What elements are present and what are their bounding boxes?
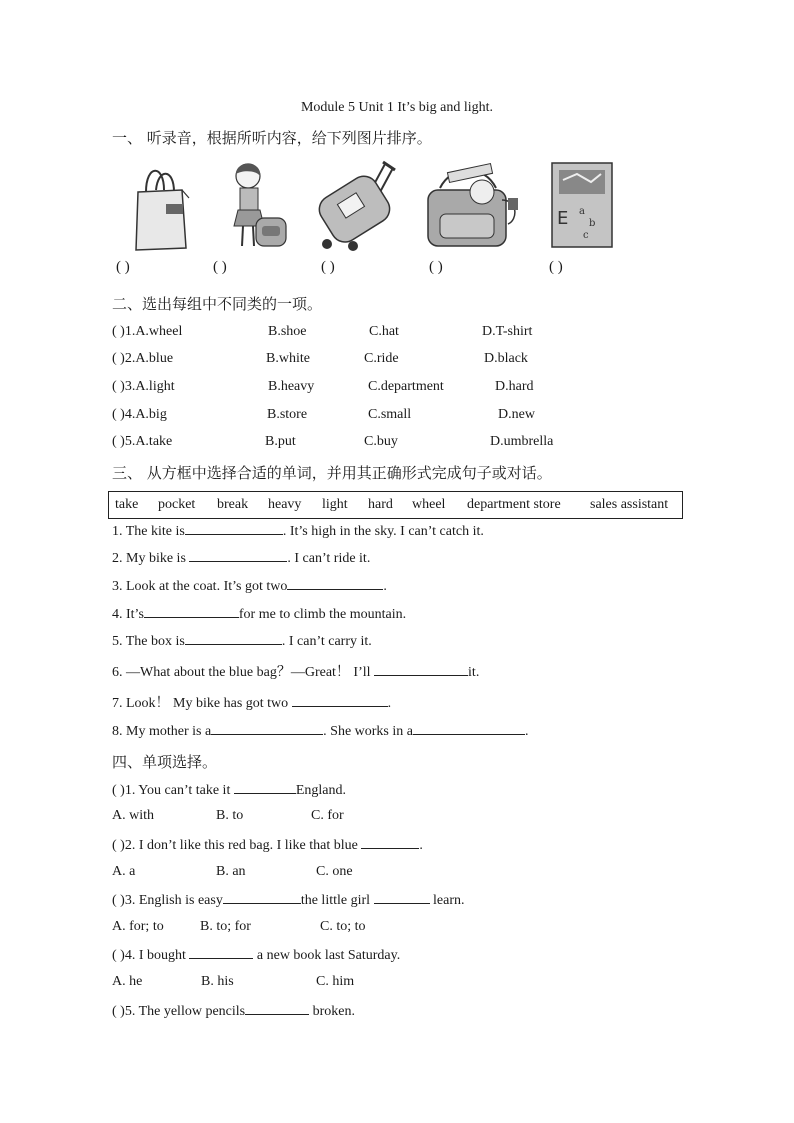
word-bank-item: light [322, 497, 348, 512]
option-b: B.store [267, 407, 308, 422]
answer-blank[interactable] [287, 577, 383, 590]
answer-blank[interactable] [189, 946, 253, 959]
picture-order-blank[interactable]: ( ) [321, 259, 335, 275]
question-number: ( )4.A.big [112, 407, 167, 422]
shopping-bag-icon [132, 160, 192, 252]
mc-option-c: C. for [311, 808, 344, 823]
question-number: ( )3.A.light [112, 379, 175, 394]
answer-blank[interactable] [185, 632, 282, 645]
option-d: D.new [498, 407, 535, 422]
answer-blank[interactable] [189, 549, 287, 562]
mc-question-4: ( )4. I bought a new book last Saturday. [112, 948, 401, 963]
svg-text:a: a [579, 206, 585, 217]
mc-option-b: B. an [216, 864, 246, 879]
option-c: C.hat [369, 324, 399, 339]
mc-option-a: A. for; to [112, 919, 164, 934]
page-title: Module 5 Unit 1 It’s big and light. [300, 100, 494, 115]
mc-option-a: A. with [112, 808, 154, 823]
svg-text:E: E [557, 208, 569, 229]
answer-blank[interactable] [185, 522, 283, 535]
mc-option-b: B. to [216, 808, 244, 823]
picture-order-blank[interactable]: ( ) [213, 259, 227, 275]
section-2-heading: 二、选出每组中不同类的一项。 [112, 295, 323, 313]
schoolbag-icon [422, 160, 522, 252]
wheeled-suitcase-icon [313, 160, 399, 252]
option-d: D.black [484, 351, 528, 366]
answer-blank[interactable] [211, 722, 323, 735]
word-bank-item: pocket [158, 497, 196, 512]
option-c: C.department [368, 379, 444, 394]
option-b: B.white [266, 351, 310, 366]
mc-question-3: ( )3. English is easy the little girl learn. [112, 893, 465, 908]
mc-question-2: ( )2. I don’t like this red bag. I like that blue . [112, 838, 423, 853]
sentence-6: 6. —What about the blue bag？—Great！ I’ll it. [112, 665, 480, 680]
picture-order-blank[interactable]: ( ) [116, 259, 130, 275]
mc-option-b: B. to; for [200, 919, 251, 934]
sentence-1: 1. The kite is . It’s high in the sky. I can’t catch it. [112, 524, 484, 539]
option-c: C.ride [364, 351, 399, 366]
section-4-heading: 四、单项选择。 [112, 753, 218, 771]
sentence-8: 8. My mother is a . She works in a . [112, 724, 529, 739]
answer-blank[interactable] [223, 891, 301, 904]
picture-order-blank[interactable]: ( ) [429, 259, 443, 275]
word-bank-item: wheel [412, 497, 446, 512]
option-c: C.buy [364, 434, 398, 449]
question-number: ( )1.A.wheel [112, 324, 183, 339]
english-book-icon [549, 160, 615, 252]
word-bank-item: break [217, 497, 249, 512]
option-c: C.small [368, 407, 412, 422]
mc-question-5: ( )5. The yellow pencils broken. [112, 1004, 355, 1019]
word-bank-item: sales assistant [590, 497, 669, 512]
answer-blank[interactable] [413, 722, 525, 735]
sentence-3: 3. Look at the coat. It’s got two . [112, 579, 387, 594]
answer-blank[interactable] [374, 891, 430, 904]
section-3-heading: 三、 从方框中选择合适的单词，并用其正确形式完成句子或对话。 [112, 464, 552, 482]
answer-blank[interactable] [374, 663, 468, 676]
mc-option-c: C. to; to [320, 919, 366, 934]
mc-option-c: C. one [316, 864, 353, 879]
option-d: D.T-shirt [482, 324, 533, 339]
answer-blank[interactable] [292, 694, 388, 707]
word-bank-item: take [115, 497, 139, 512]
question-number: ( )5.A.take [112, 434, 173, 449]
answer-blank[interactable] [245, 1002, 309, 1015]
word-bank-box [108, 491, 683, 519]
sentence-2: 2. My bike is . I can’t ride it. [112, 551, 371, 566]
mc-question-1: ( )1. You can’t take it England. [112, 783, 346, 798]
word-bank-item: hard [368, 497, 393, 512]
mc-option-a: A. he [112, 974, 143, 989]
option-d: D.hard [495, 379, 534, 394]
girl-with-backpack-icon [228, 160, 292, 252]
svg-text:c: c [583, 230, 589, 241]
option-b: B.heavy [268, 379, 315, 394]
option-d: D.umbrella [490, 434, 554, 449]
mc-option-a: A. a [112, 864, 136, 879]
svg-text:b: b [589, 218, 596, 229]
word-bank-item: heavy [268, 497, 302, 512]
sentence-4: 4. It’s for me to climb the mountain. [112, 607, 407, 622]
answer-blank[interactable] [361, 836, 419, 849]
option-b: B.put [265, 434, 296, 449]
question-number: ( )2.A.blue [112, 351, 174, 366]
answer-blank[interactable] [144, 605, 239, 618]
option-b: B.shoe [268, 324, 307, 339]
answer-blank[interactable] [234, 781, 296, 794]
mc-option-c: C. him [316, 974, 355, 989]
mc-option-b: B. his [201, 974, 234, 989]
word-bank-item: department store [467, 497, 561, 512]
sentence-7: 7. Look！ My bike has got two . [112, 696, 392, 711]
sentence-5: 5. The box is . I can’t carry it. [112, 634, 372, 649]
section-1-heading: 一、 听录音，根据所听内容，给下列图片排序。 [112, 129, 432, 147]
picture-order-blank[interactable]: ( ) [549, 259, 563, 275]
